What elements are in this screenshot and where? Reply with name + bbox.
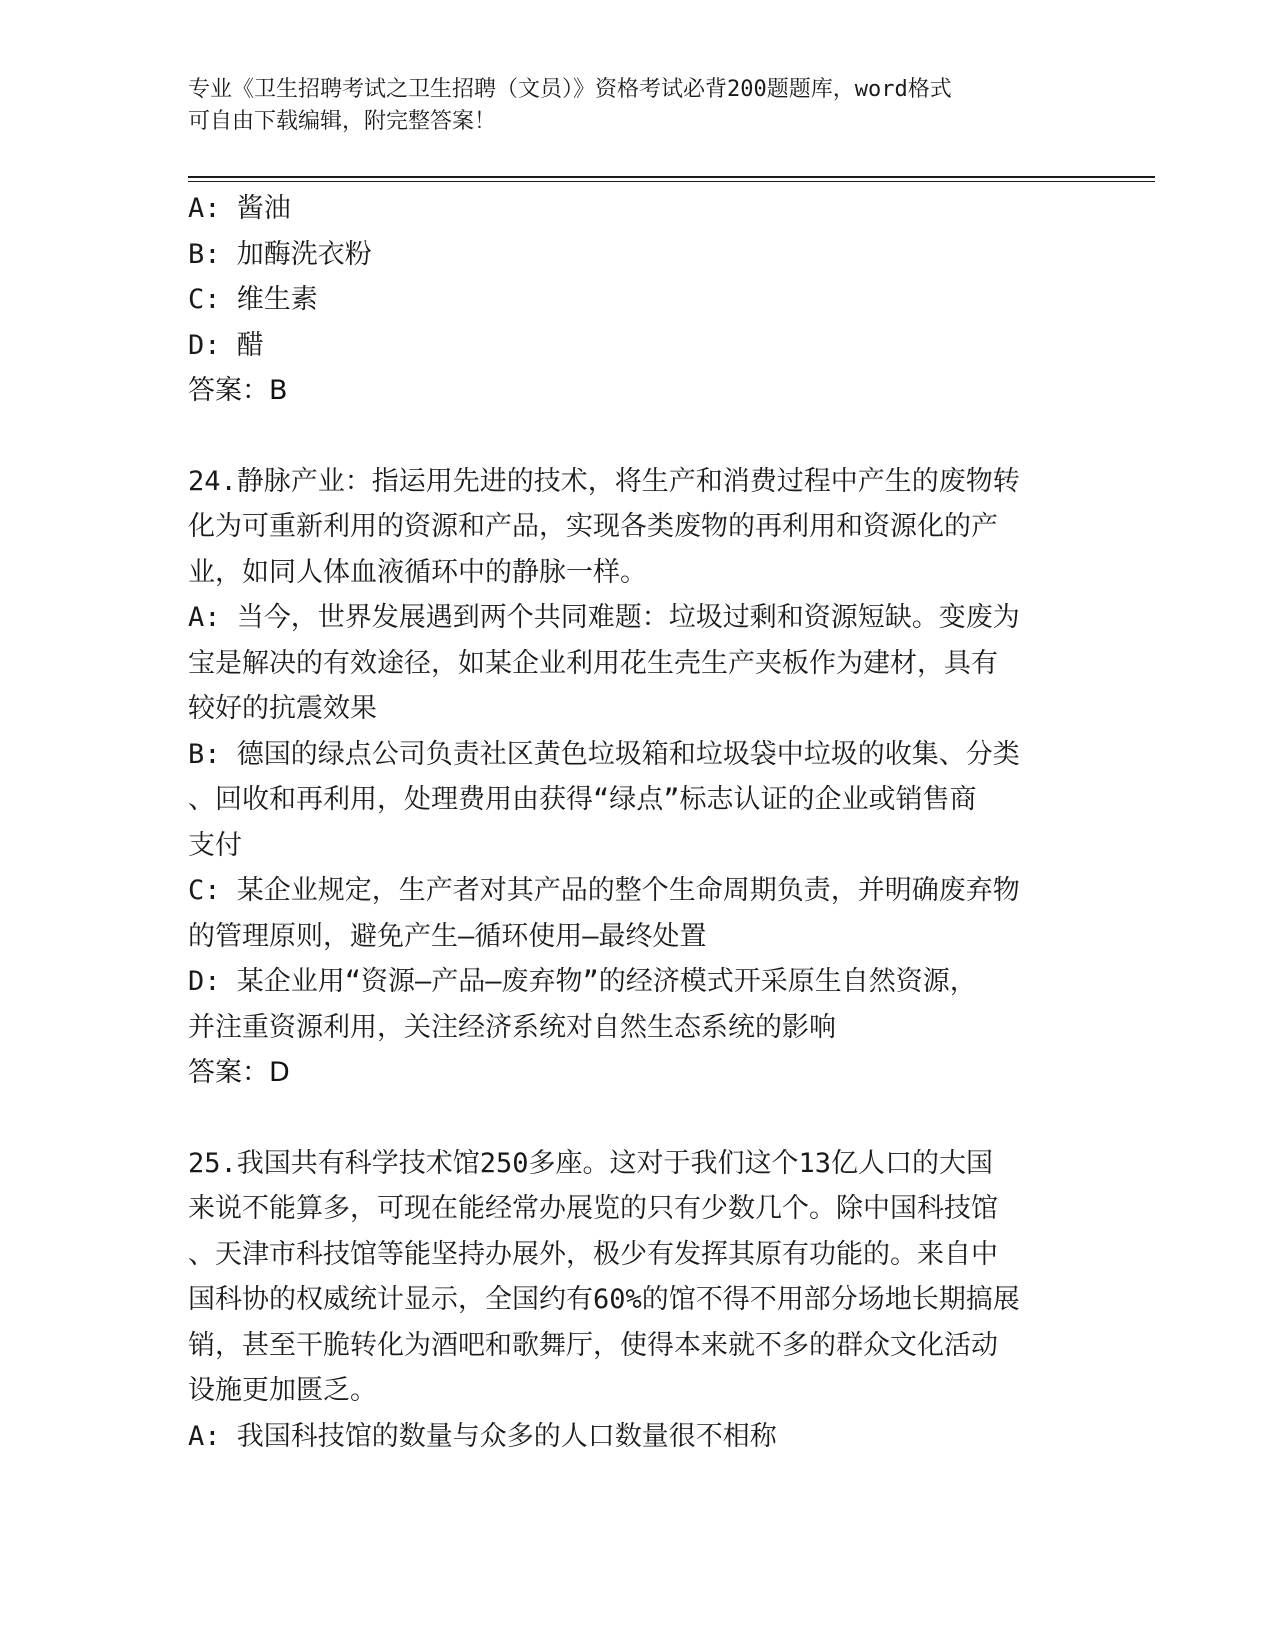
option-d: D: 醋 xyxy=(188,329,264,361)
answer: 答案：D xyxy=(188,1057,290,1088)
option-line: 、回收和再利用，处理费用由获得“绿点”标志认证的企业或销售商 xyxy=(188,784,977,815)
question-25 xyxy=(188,1141,1088,1460)
option-c xyxy=(188,868,1088,959)
option-line: 宝是解决的有效途径，如某企业利用花生壳生产夹板作为建材，具有 xyxy=(188,647,998,679)
question-stem xyxy=(188,459,1088,596)
document-header xyxy=(188,74,1068,138)
option-line: 并注重资源利用，关注经济系统对自然生态系统的影响 xyxy=(188,1011,836,1043)
question-24 xyxy=(188,459,1088,1096)
stem-line: 设施更加匮乏。 xyxy=(188,1375,377,1406)
option-line: D: 某企业用“资源—产品—废弃物”的经济模式开采原生自然资源， xyxy=(188,966,977,997)
stem-line: 业，如同人体血液循环中的静脉一样。 xyxy=(188,556,647,588)
option-line: 的管理原则，避免产生—循环使用—最终处置 xyxy=(188,920,707,952)
option-a xyxy=(188,595,1088,732)
option-line: A: 我国科技馆的数量与众多的人口数量很不相称 xyxy=(188,1420,777,1452)
stem-line: 国科协的权威统计显示，全国约有60%的馆不得不用部分场地长期搞展 xyxy=(188,1284,1020,1315)
stem-line: 销，甚至干脆转化为酒吧和歌舞厅，使得本来就不多的群众文化活动 xyxy=(188,1329,998,1361)
stem-line: 、天津市科技馆等能坚持办展外，极少有发挥其原有功能的。来自中 xyxy=(188,1238,998,1270)
header-divider-thin xyxy=(188,181,1155,182)
option-line: 支付 xyxy=(188,829,242,861)
stem-line: 化为可重新利用的资源和产品，实现各类废物的再利用和资源化的产 xyxy=(188,511,998,542)
header-divider-thick xyxy=(188,176,1155,178)
spacer xyxy=(188,1096,1088,1141)
option-b: B: 加酶洗衣粉 xyxy=(188,238,372,270)
document-body xyxy=(188,186,1088,1459)
question-23 xyxy=(188,186,1088,414)
option-d xyxy=(188,959,1088,1050)
stem-line: 24.静脉产业：指运用先进的技术，将生产和消费过程中产生的废物转 xyxy=(188,465,1020,497)
stem-line: 来说不能算多，可现在能经常办展览的只有少数几个。除中国科技馆 xyxy=(188,1193,998,1224)
option-line: 较好的抗震效果 xyxy=(188,693,377,724)
question-stem xyxy=(188,1141,1088,1414)
option-line: C: 某企业规定，生产者对其产品的整个生命周期负责，并明确废弃物 xyxy=(188,875,1020,906)
header-line-2: 可自由下载编辑，附完整答案！ xyxy=(188,109,497,134)
header-line-1: 专业《卫生招聘考试之卫生招聘（文员）》资格考试必背200题题库，word格式 xyxy=(188,77,952,102)
option-line: A: 当今，世界发展遇到两个共同难题：垃圾过剩和资源短缺。变废为 xyxy=(188,602,1020,633)
stem-line: 25.我国共有科学技术馆250多座。这对于我们这个13亿人口的大国 xyxy=(188,1147,994,1179)
option-b xyxy=(188,732,1088,869)
answer: 答案：B xyxy=(188,375,288,406)
option-line: B: 德国的绿点公司负责社区黄色垃圾箱和垃圾袋中垃圾的收集、分类 xyxy=(188,738,1020,770)
spacer xyxy=(188,414,1088,459)
option-a: A: 酱油 xyxy=(188,193,291,224)
option-c: C: 维生素 xyxy=(188,284,318,315)
option-a xyxy=(188,1414,1088,1460)
